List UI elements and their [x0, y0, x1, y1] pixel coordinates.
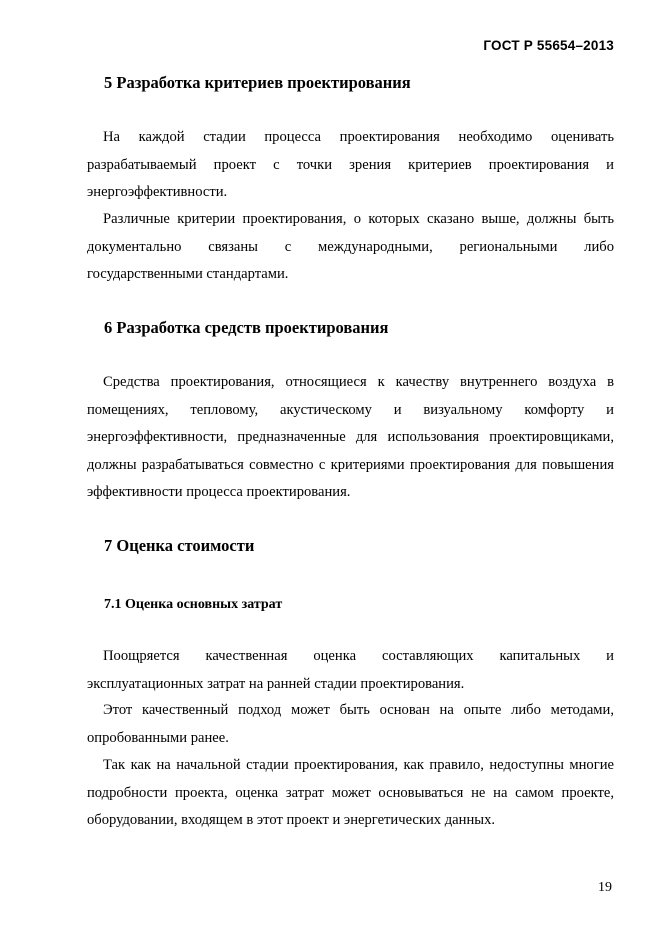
subsection-7-1-paragraph-3: Так как на начальной стадии проектирования, как правило, недоступны многие подробности проекта, оценка затрат может основываться не на самом проекте, оборудовании, входящем в этот проект и энергетических данных.	[87, 757, 614, 828]
subsection-7-1-paragraph-2: Этот качественный подход может быть основан на опыте либо методами, опробованными ранее.	[87, 702, 614, 746]
subsection-7-1-title: 7.1 Оценка основных затрат	[104, 597, 283, 612]
section-6-paragraph-1: Средства проектирования, относящиеся к качеству внутреннего воздуха в помещениях, тепловому, акустическому и визуальному комфорту и энергоэффективности, предназначенные для использования проектировщиками, должны разрабатываться совместно с критериями проектирования для повышения эффективности процесса проектирования.	[87, 374, 614, 500]
section-5-paragraph-1: На каждой стадии процесса проектирования необходимо оценивать разрабатываемый проект с точки зрения критериев проектирования и энергоэффективности.	[87, 129, 614, 200]
page-number: 19	[598, 880, 612, 895]
section-5-title: 5 Разработка критериев проектирования	[104, 73, 411, 92]
section-7-title: 7 Оценка стоимости	[104, 536, 255, 555]
subsection-7-1-paragraph-1: Поощряется качественная оценка составляющих капитальных и эксплуатационных затрат на ранней стадии проектирования.	[87, 648, 614, 692]
section-6-title: 6 Разработка средств проектирования	[104, 318, 389, 337]
section-5-paragraph-2: Различные критерии проектирования, о которых сказано выше, должны быть документально связаны с международными, региональными либо государственными стандартами.	[87, 211, 614, 282]
document-standard-header: ГОСТ Р 55654–2013	[483, 38, 614, 53]
